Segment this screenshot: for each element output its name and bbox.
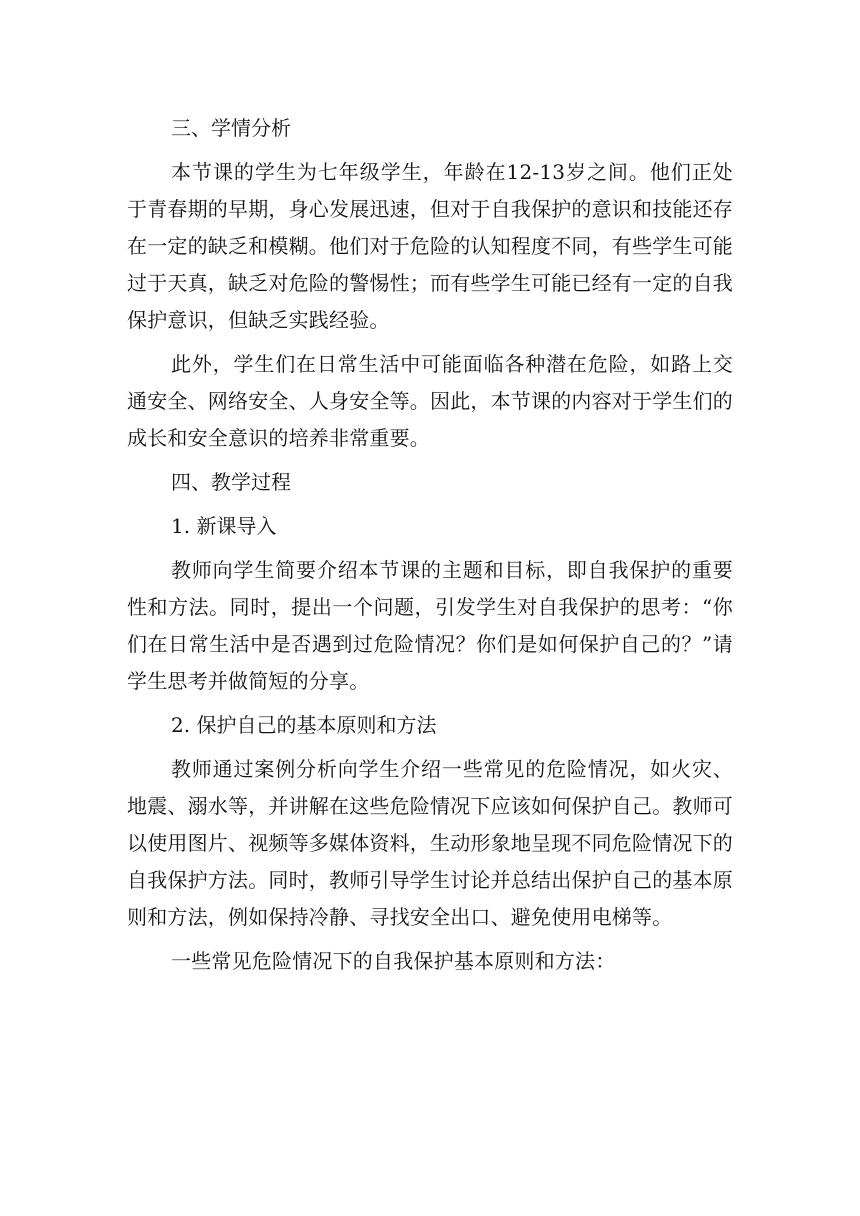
subsection-heading-introduction: 1. 新课导入 <box>171 514 277 538</box>
paragraph-case-analysis: 教师通过案例分析向学生介绍一些常见的危险情况，如火灾、地震、溺水等，并讲解在这些危险情况下应该如何保护自己。教师可以使用图片、视频等多媒体资料，生动形象地呈现不同危险情况下的自我保护方法。同时，教师引导学生讨论并总结出保护自己的基本原则和方法，例如保持冷静、寻找安全出口、避免使用电梯等。 <box>127 757 733 929</box>
paragraph-potential-dangers: 此外，学生们在日常生活中可能面临各种潜在危险，如路上交通安全、网络安全、人身安全等。因此，本节课的内容对于学生们的成长和安全意识的培养非常重要。 <box>127 352 733 450</box>
section-heading-teaching-process: 四、教学过程 <box>171 470 291 494</box>
subsection-heading-principles: 2. 保护自己的基本原则和方法 <box>171 713 437 737</box>
paragraph-principles-intro: 一些常见危险情况下的自我保护基本原则和方法： <box>171 949 616 973</box>
paragraph-introduction: 教师向学生简要介绍本节课的主题和目标，即自我保护的重要性和方法。同时，提出一个问题，引发学生对自我保护的思考：“你们在日常生活中是否遇到过危险情况？你们是如何保护自己的？”请学生思考并做简短的分享。 <box>127 558 733 693</box>
section-heading-learner-analysis: 三、学情分析 <box>171 116 291 140</box>
paragraph-learner-profile: 本节课的学生为七年级学生，年龄在12-13岁之间。他们正处于青春期的早期，身心发展迅速，但对于自我保护的意识和技能还存在一定的缺乏和模糊。他们对于危险的认知程度不同，有些学生可能过于天真，缺乏对危险的警惕性；而有些学生可能已经有一定的自我保护意识，但缺乏实践经验。 <box>127 160 733 332</box>
document-page <box>127 110 733 980</box>
